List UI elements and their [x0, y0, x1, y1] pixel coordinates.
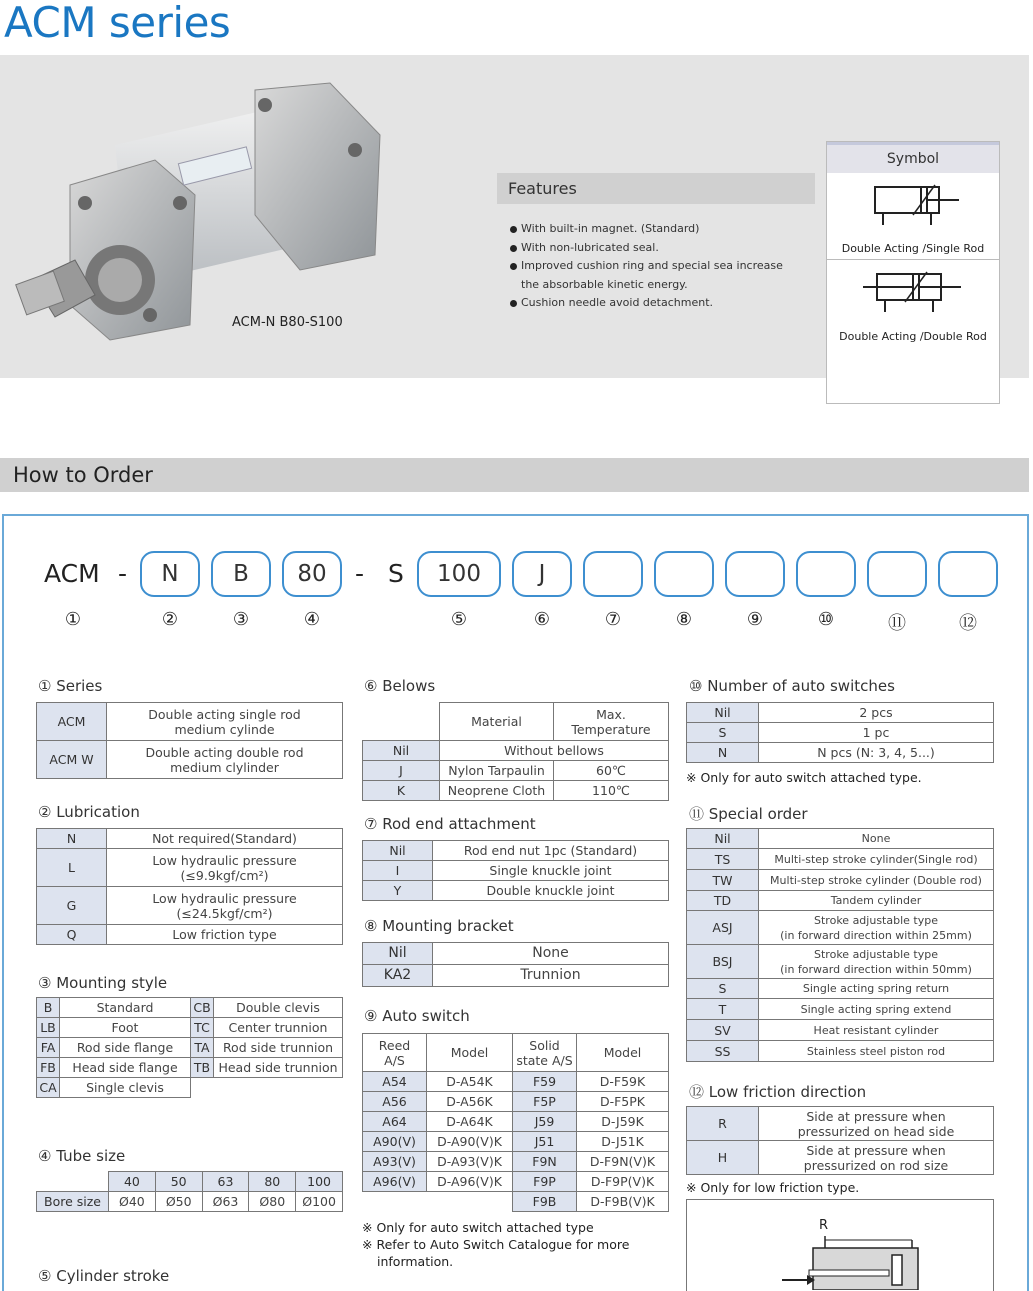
rodend-desc: Single knuckle joint [433, 861, 669, 881]
autosw-reed: A93(V) [363, 1152, 427, 1172]
mount-code: B [37, 998, 60, 1018]
code-s: S [388, 559, 404, 588]
bracket-heading: ⑧ Mounting bracket [364, 917, 514, 935]
special-code: TS [687, 849, 759, 870]
tube-table [36, 1171, 343, 1212]
special-code: S [687, 979, 759, 999]
low-friction-diagram [686, 1199, 994, 1291]
tube-header: 100 [296, 1172, 343, 1192]
code-index: ④ [303, 609, 321, 630]
cylinder-photo [0, 55, 400, 355]
special-code: SS [687, 1041, 759, 1062]
mount-desc: Rod side flange [60, 1038, 191, 1058]
numsw-desc: N pcs (N: 3, 4, 5...) [759, 743, 994, 763]
autosw-heading: ⑨ Auto switch [364, 1007, 470, 1025]
autosw-model: D-A96(V)K [427, 1172, 513, 1192]
bracket-desc: Trunnion [433, 965, 669, 987]
mount-code: CB [191, 998, 214, 1018]
special-desc: Heat resistant cylinder [759, 1020, 994, 1041]
special-code: TW [687, 870, 759, 891]
numsw-note: ※ Only for auto switch attached type. [686, 770, 922, 785]
code-box-9 [725, 551, 785, 597]
special-code: ASJ [687, 911, 759, 945]
numsw-code: N [687, 743, 759, 763]
code-index: ⑦ [604, 609, 622, 630]
code-index: ⑪ [888, 613, 906, 634]
lub-desc: Not required(Standard) [107, 829, 343, 849]
mount-desc: Head side flange [60, 1058, 191, 1078]
mount-code: LB [37, 1018, 60, 1038]
symbol-box [826, 141, 1000, 404]
symbol-single-rod [827, 173, 999, 260]
mount-code: FA [37, 1038, 60, 1058]
bellows-code: Nil [363, 741, 440, 761]
lub-desc: Low hydraulic pressure (≤24.5kgf/cm²) [107, 887, 343, 925]
code-index: ⑧ [675, 609, 693, 630]
bracket-table [362, 942, 669, 987]
autosw-reed [363, 1192, 427, 1212]
mount-desc: Single clevis [60, 1078, 191, 1098]
tube-header: 50 [155, 1172, 202, 1192]
code-box-3: B [211, 551, 271, 597]
lowfric-desc: Side at pressure when pressurized on rod size [759, 1141, 994, 1175]
series-desc: Double acting single rod medium cylinde [107, 703, 343, 741]
code-box-11 [867, 551, 927, 597]
lub-code: Q [37, 925, 107, 945]
rodend-desc: Rod end nut 1pc (Standard) [433, 841, 669, 861]
mount-code: TA [191, 1038, 214, 1058]
autosw-model: D-J59K [577, 1112, 669, 1132]
code-index: ⑥ [533, 609, 551, 630]
autosw-header: Reed A/S [363, 1034, 427, 1072]
stroke-heading: ⑤ Cylinder stroke [38, 1267, 170, 1285]
lub-code: G [37, 887, 107, 925]
autosw-solid: F59 [513, 1072, 577, 1092]
code-box-10 [796, 551, 856, 597]
product-banner [0, 55, 1029, 378]
rodend-code: Nil [363, 841, 433, 861]
code-box-2: N [140, 551, 200, 597]
autosw-header: Solid state A/S [513, 1034, 577, 1072]
special-desc: Single acting spring extend [759, 999, 994, 1020]
code-index: ① [64, 609, 82, 630]
bracket-code: Nil [363, 943, 433, 965]
special-code: TD [687, 891, 759, 911]
autosw-reed: A54 [363, 1072, 427, 1092]
diagram-label: R [819, 1218, 829, 1233]
code-index: ③ [232, 609, 250, 630]
lubrication-table [36, 828, 343, 945]
autosw-model: D-F9N(V)K [577, 1152, 669, 1172]
numsw-desc: 1 pc [759, 723, 994, 743]
autosw-model: D-A54K [427, 1072, 513, 1092]
code-box-5: 100 [417, 551, 501, 597]
special-desc: None [759, 829, 994, 849]
lowfric-code: R [687, 1107, 759, 1141]
lubrication-heading: ② Lubrication [38, 803, 140, 821]
autosw-model: D-A64K [427, 1112, 513, 1132]
bracket-code: KA2 [363, 965, 433, 987]
mount-desc: Head side trunnion [214, 1058, 343, 1078]
lowfric-heading: ⑫ Low friction direction [689, 1083, 867, 1101]
feature-item: With built-in magnet. (Standard) [510, 220, 783, 239]
special-desc: Stainless steel piston rod [759, 1041, 994, 1062]
bellows-material: Neoprene Cloth [440, 781, 554, 801]
tube-cell: Ø50 [155, 1192, 202, 1212]
feature-item: the absorbable kinetic energy. [521, 277, 688, 291]
tube-heading: ④ Tube size [38, 1147, 126, 1165]
autosw-reed: A64 [363, 1112, 427, 1132]
special-table [686, 828, 994, 1062]
bellows-heading: ⑥ Belows [364, 677, 436, 695]
cylinder-section-icon [687, 1200, 993, 1290]
single-rod-symbol-icon [869, 181, 961, 227]
code-box-12 [938, 551, 998, 597]
autosw-table [362, 1033, 669, 1212]
numsw-table [686, 702, 994, 763]
code-dash: - [355, 559, 365, 588]
bellows-temp: 60℃ [554, 761, 669, 781]
autosw-solid: F5P [513, 1092, 577, 1112]
mount-desc: Center trunnion [214, 1018, 343, 1038]
autosw-solid: F9P [513, 1172, 577, 1192]
special-desc: Stroke adjustable type (in forward direction within 50mm) [759, 945, 994, 979]
special-desc: Multi-step stroke cylinder(Single rod) [759, 849, 994, 870]
double-rod-symbol-icon [863, 268, 963, 314]
page-title: ACM series [4, 0, 231, 47]
tube-cell: Ø80 [249, 1192, 296, 1212]
lub-desc: Low hydraulic pressure (≤9.9kgf/cm²) [107, 849, 343, 887]
bellows-code: J [363, 761, 440, 781]
series-code: ACM W [37, 741, 107, 779]
bracket-desc: None [433, 943, 669, 965]
special-desc: Stroke adjustable type (in forward direction within 25mm) [759, 911, 994, 945]
mount-desc: Foot [60, 1018, 191, 1038]
code-prefix: ACM [44, 559, 100, 588]
autosw-reed: A90(V) [363, 1132, 427, 1152]
bellows-code: K [363, 781, 440, 801]
lub-code: N [37, 829, 107, 849]
lowfric-note: ※ Only for low friction type. [686, 1180, 860, 1195]
mount-code: FB [37, 1058, 60, 1078]
mounting-table [36, 997, 343, 1098]
code-index: ⑩ [817, 609, 835, 630]
special-heading: ⑪ Special order [689, 805, 808, 823]
bellows-material: Nylon Tarpaulin [440, 761, 554, 781]
autosw-solid: J51 [513, 1132, 577, 1152]
lowfric-code: H [687, 1141, 759, 1175]
special-code: SV [687, 1020, 759, 1041]
autosw-model: D-A90(V)K [427, 1132, 513, 1152]
autosw-model: D-F5PK [577, 1092, 669, 1112]
tube-header: 80 [249, 1172, 296, 1192]
rodend-code: I [363, 861, 433, 881]
autosw-solid: F9B [513, 1192, 577, 1212]
code-index: ⑨ [746, 609, 764, 630]
mount-desc: Double clevis [214, 998, 343, 1018]
tube-label: Bore size [37, 1192, 109, 1212]
symbol-label: Double Acting /Double Rod [839, 330, 987, 343]
tube-cell: Ø40 [109, 1192, 156, 1212]
special-desc: Tandem cylinder [759, 891, 994, 911]
tube-header: 40 [109, 1172, 156, 1192]
tube-header: 63 [202, 1172, 249, 1192]
bellows-header: Max. Temperature [554, 703, 669, 741]
autosw-reed: A56 [363, 1092, 427, 1112]
lowfric-desc: Side at pressure when pressurized on head side [759, 1107, 994, 1141]
special-desc: Multi-step stroke cylinder (Double rod) [759, 870, 994, 891]
code-box-6: J [512, 551, 572, 597]
autosw-reed: A96(V) [363, 1172, 427, 1192]
lub-code: L [37, 849, 107, 887]
code-index: ② [161, 609, 179, 630]
autosw-header: Model [427, 1034, 513, 1072]
series-table [36, 702, 343, 779]
code-index: ⑤ [450, 609, 468, 630]
code-box-7 [583, 551, 643, 597]
tube-cell: Ø100 [296, 1192, 343, 1212]
code-index: ⑫ [959, 613, 977, 634]
bellows-table [362, 702, 669, 801]
bellows-header [363, 703, 440, 741]
numsw-code: Nil [687, 703, 759, 723]
feature-item: Cushion needle avoid detachment. [510, 294, 783, 313]
autosw-solid: F9N [513, 1152, 577, 1172]
rodend-heading: ⑦ Rod end attachment [364, 815, 536, 833]
autosw-header: Model [577, 1034, 669, 1072]
numsw-desc: 2 pcs [759, 703, 994, 723]
special-code: T [687, 999, 759, 1020]
series-code: ACM [37, 703, 107, 741]
tube-header [37, 1172, 109, 1192]
symbol-label: Double Acting /Single Rod [841, 242, 985, 255]
mount-code: TC [191, 1018, 214, 1038]
numsw-code: S [687, 723, 759, 743]
bellows-temp: 110℃ [554, 781, 669, 801]
mounting-heading: ③ Mounting style [38, 974, 168, 992]
mount-code: TB [191, 1058, 214, 1078]
autosw-model: D-A56K [427, 1092, 513, 1112]
autosw-model [427, 1192, 513, 1212]
series-heading: ① Series [38, 677, 103, 695]
autosw-model: D-F59K [577, 1072, 669, 1092]
product-caption: ACM-N B80-S100 [232, 315, 343, 330]
features-list [510, 220, 783, 313]
bellows-header: Material [440, 703, 554, 741]
lowfric-table [686, 1106, 994, 1175]
rodend-code: Y [363, 881, 433, 901]
how-to-order-heading: How to Order [0, 458, 1029, 492]
feature-item: Improved cushion ring and special sea increase [510, 257, 783, 276]
symbol-double-rod [827, 260, 999, 347]
code-box-8 [654, 551, 714, 597]
mount-desc: Rod side trunnion [214, 1038, 343, 1058]
code-box-4: 80 [282, 551, 342, 597]
autosw-note: information. [377, 1254, 454, 1269]
lub-desc: Low friction type [107, 925, 343, 945]
bellows-material: Without bellows [440, 741, 669, 761]
special-code: Nil [687, 829, 759, 849]
tube-cell: Ø63 [202, 1192, 249, 1212]
special-code: BSJ [687, 945, 759, 979]
mount-code: CA [37, 1078, 60, 1098]
rodend-desc: Double knuckle joint [433, 881, 669, 901]
autosw-note: ※ Only for auto switch attached type [362, 1220, 594, 1235]
autosw-model: D-J51K [577, 1132, 669, 1152]
code-dash: - [118, 559, 128, 588]
autosw-solid: J59 [513, 1112, 577, 1132]
autosw-model: D-F9P(V)K [577, 1172, 669, 1192]
features-heading: Features [497, 173, 815, 204]
autosw-note: ※ Refer to Auto Switch Catalogue for more [362, 1237, 630, 1252]
symbol-heading: Symbol [827, 142, 999, 173]
numsw-heading: ⑩ Number of auto switches [689, 677, 895, 695]
special-desc: Single acting spring return [759, 979, 994, 999]
rodend-table [362, 840, 669, 901]
autosw-model: D-F9B(V)K [577, 1192, 669, 1212]
autosw-model: D-A93(V)K [427, 1152, 513, 1172]
mount-desc: Standard [60, 998, 191, 1018]
series-desc: Double acting double rod medium clylinder [107, 741, 343, 779]
feature-item: With non-lubricated seal. [510, 239, 783, 258]
